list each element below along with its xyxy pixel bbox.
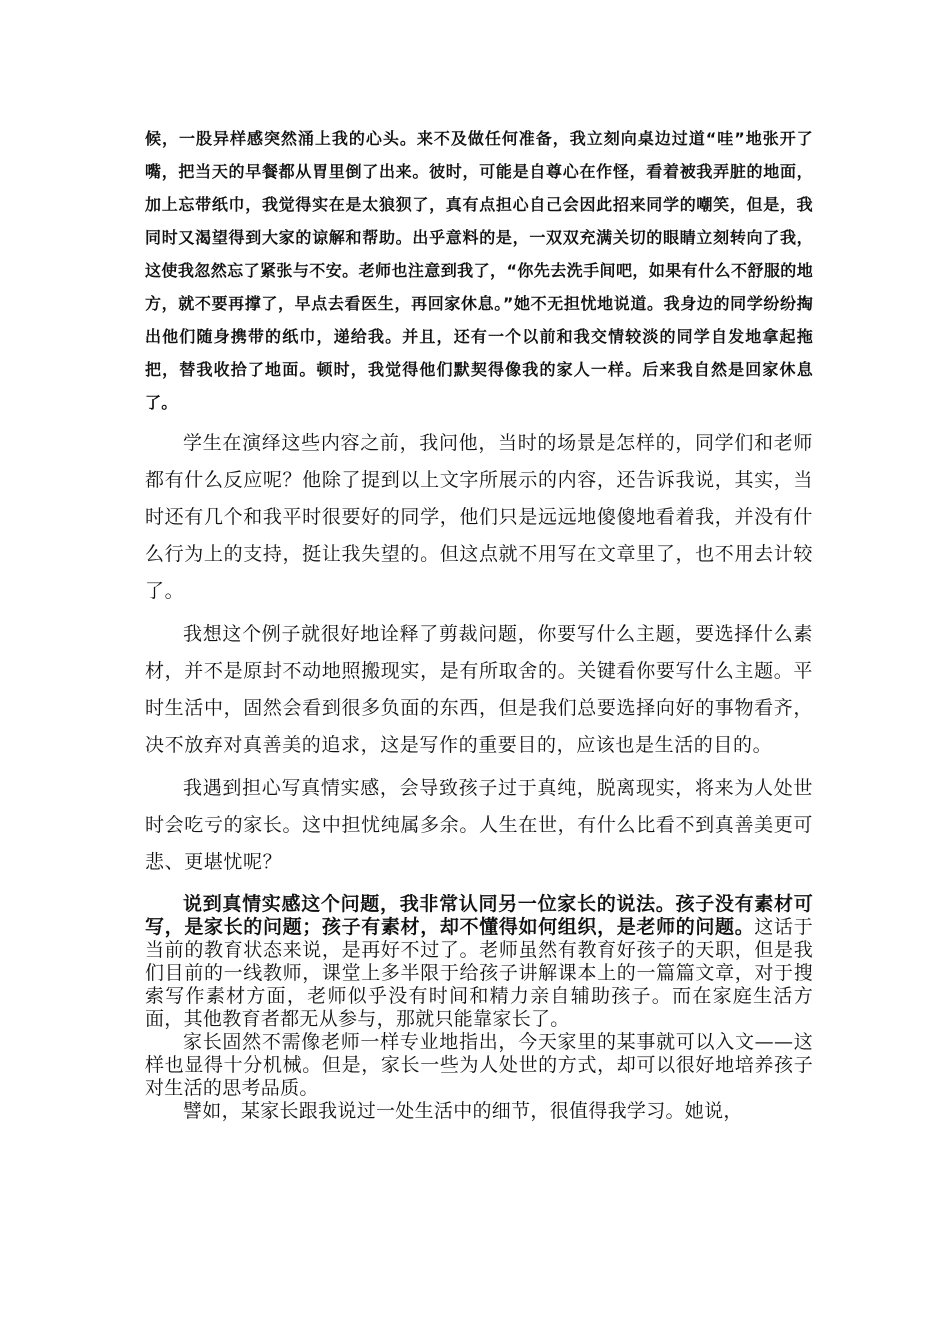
spacer [145, 881, 813, 893]
paragraph-4 [145, 893, 813, 1031]
paragraph-1: 学生在演绎这些内容之前，我问他，当时的场景是怎样的，同学们和老师都有什么反应呢？他除了提到以上文字所展示的内容，还告诉我说，其实，当时还有几个和我平时很要好的同学，他们只是远远地傻傻地看着我，并没有什么行为上的支持，挺让我失望的。但这点就不用写在文章里了，也不用去计较了。 [145, 432, 813, 602]
paragraph-3: 我遇到担心写真情实感，会导致孩子过于真纯，脱离现实，将来为人处世时会吃亏的家长。这中担忧纯属多余。人生在世，有什么比看不到真善美更可悲、更堪忧呢？ [145, 777, 813, 873]
paragraph-6: 譬如，某家长跟我说过一处生活中的细节，很值得我学习。她说， [183, 1100, 743, 1122]
document-body [145, 122, 813, 1123]
paragraph-5: 家长固然不需像老师一样专业地指出，今天家里的某事就可以入文——这样也显得十分机械。但是，家长一些为人处世的方式，却可以很好地培养孩子对生活的思考品质。 [145, 1031, 813, 1099]
bold-statement: 说到真情实感这个问题，我非常认同另一位家长的说法。孩子没有素材可写，是家长的问题；孩子有素材，却不懂得如何组织，是老师的问题。 [145, 893, 813, 938]
paragraph-2: 我想这个例子就很好地诠释了剪裁问题，你要写什么主题，要选择什么素材，并不是原封不动地照搬现实，是有所取舍的。关键看你要写什么主题。平时生活中，固然会看到很多负面的东西，但是我们总要选择向好的事物看齐，决不放弃对真善美的追求，这是写作的重要目的，应该也是生活的目的。 [145, 623, 813, 756]
student-essay-excerpt: 候，一股异样感突然涌上我的心头。来不及做任何准备，我立刻向桌边过道“哇”地张开了嘴，把当天的早餐都从胃里倒了出来。彼时，可能是自尊心在作怪，看着被我弄脏的地面，加上忘带纸巾，我觉得实在是太狼狈了，真有点担心自己会因此招来同学的嘲笑，但是，我同时又渴望得到大家的谅解和帮助。出乎意料的是，一双双充满关切的眼睛立刻转向了我，这使我忽然忘了紧张与不安。老师也注意到我了，“你先去洗手间吧，如果有什么不舒服的地方，就不要再撑了，早点去看医生，再回家休息。”她不无担忧地说道。我身边的同学纷纷掏出他们随身携带的纸巾，递给我。并且，还有一个以前和我交情较淡的同学自发地拿起拖把，替我收拾了地面。顿时，我觉得他们默契得像我的家人一样。后来我自然是回家休息了。 [145, 129, 813, 412]
paragraph-4-rest: 这话于当前的教育状态来说，是再好不过了。老师虽然有教育好孩子的天职，但是我们目前的一线教师，课堂上多半限于给孩子讲解课本上的一篇篇文章，对于搜索写作素材方面，老师似乎没有时间和精力亲自辅助孩子。而在家庭生活方面，其他教育者都无从参与，那就只能靠家长了。 [145, 916, 813, 1030]
